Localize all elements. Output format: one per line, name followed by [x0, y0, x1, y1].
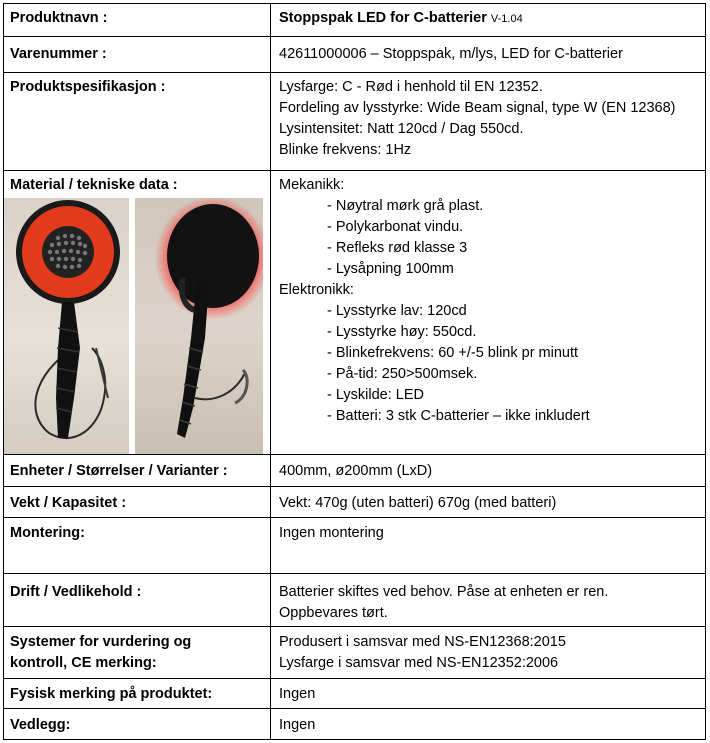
row-material: [4, 171, 706, 455]
value-produktnavn: [271, 4, 706, 37]
row-montering: [4, 518, 706, 574]
value-vekt: Vekt: 470g (uten batteri) 670g (med batteri): [271, 487, 706, 518]
spec-line: Lysintensitet: Natt 120cd / Dag 550cd.: [279, 121, 524, 137]
mekanikk-item: - Lysåpning 100mm: [327, 261, 454, 277]
label-montering: Montering:: [4, 518, 271, 574]
row-produktnavn: [4, 4, 706, 37]
systemer-label-line: Systemer for vurdering og: [10, 634, 192, 650]
systemer-label-line: kontroll, CE merking:: [10, 655, 157, 671]
row-varenummer: [4, 37, 706, 73]
label-systemer: [4, 627, 271, 679]
row-vekt: [4, 487, 706, 518]
mekanikk-heading: Mekanikk:: [279, 177, 345, 193]
drift-line: Batterier skiftes ved behov. Påse at enheten er ren.: [279, 584, 609, 600]
mekanikk-item: - Nøytral mørk grå plast.: [327, 198, 484, 214]
value-systemer: [271, 627, 706, 679]
mekanikk-item: - Refleks rød klasse 3: [327, 240, 468, 256]
value-material: [271, 171, 706, 455]
elektronikk-heading: Elektronikk:: [279, 282, 354, 298]
drift-line: Oppbevares tørt.: [279, 605, 388, 621]
product-photo-back: [135, 198, 263, 454]
label-vedlegg: Vedlegg:: [4, 709, 271, 740]
systemer-line: Lysfarge i samsvar med NS-EN12352:2006: [279, 655, 559, 671]
row-vedlegg: [4, 709, 706, 740]
row-drift: [4, 574, 706, 627]
value-varenummer: 42611000006 – Stoppspak, m/lys, LED for C-batterier: [271, 37, 706, 73]
label-produktspesifikasjon: Produktspesifikasjon :: [4, 73, 271, 171]
product-photo-front: [4, 198, 129, 454]
elektronikk-item: - Lysstyrke lav: 120cd: [327, 303, 467, 319]
mekanikk-item: - Polykarbonat vindu.: [327, 219, 464, 235]
value-merking: Ingen: [271, 679, 706, 709]
label-material: [4, 171, 271, 455]
label-merking: Fysisk merking på produktet:: [4, 679, 271, 709]
product-version: V-1.04: [490, 13, 523, 25]
elektronikk-item: - Lyskilde: LED: [327, 387, 424, 403]
product-photos: [10, 198, 264, 454]
value-vedlegg: Ingen: [271, 709, 706, 740]
label-drift: Drift / Vedlikehold :: [4, 574, 271, 627]
label-vekt: Vekt / Kapasitet :: [4, 487, 271, 518]
row-systemer: [4, 627, 706, 679]
elektronikk-item: - Batteri: 3 stk C-batterier – ikke inkludert: [327, 408, 590, 424]
elektronikk-item: - Blinkefrekvens: 60 +/-5 blink pr minutt: [327, 345, 579, 361]
spec-line: Fordeling av lysstyrke: Wide Beam signal, type W (EN 12368): [279, 100, 676, 116]
label-enheter: Enheter / Størrelser / Varianter :: [4, 455, 271, 487]
value-drift: [271, 574, 706, 627]
row-merking: [4, 679, 706, 709]
row-enheter: [4, 455, 706, 487]
product-title: Stoppspak LED for C-batterier: [279, 10, 487, 26]
value-produktspesifikasjon: [271, 73, 706, 171]
label-varenummer: Varenummer :: [4, 37, 271, 73]
spec-line: Lysfarge: C - Rød i henhold til EN 12352.: [279, 79, 543, 95]
elektronikk-item: - På-tid: 250>500msek.: [327, 366, 478, 382]
spec-line: Blinke frekvens: 1Hz: [279, 142, 412, 158]
material-label-text: Material / tekniske data :: [10, 177, 178, 193]
value-montering: Ingen montering: [271, 518, 706, 574]
value-enheter: 400mm, ø200mm (LxD): [271, 455, 706, 487]
product-spec-table: [3, 3, 706, 740]
elektronikk-item: - Lysstyrke høy: 550cd.: [327, 324, 477, 340]
row-produktspesifikasjon: [4, 73, 706, 171]
systemer-line: Produsert i samsvar med NS-EN12368:2015: [279, 634, 566, 650]
label-produktnavn: Produktnavn :: [4, 4, 271, 37]
